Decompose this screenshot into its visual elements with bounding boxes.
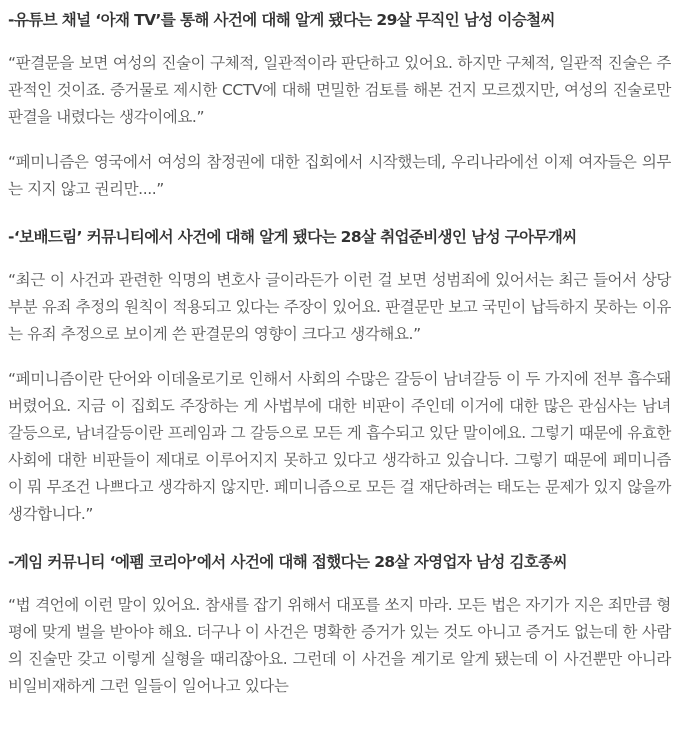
interviewee-heading: -‘보배드림’ 커뮤니티에서 사건에 대해 알게 됐다는 28살 취업준비생인 남성 구아무개씨 [8,228,577,246]
interview-quote: “법 격언에 이런 말이 있어요. 참새를 잡기 위해서 대포를 쏘지 마라. 모든 법은 자기가 지은 죄만큼 형평에 맞게 벌을 받아야 해요. 더구나 이 사건은 명확한 증거가 있는 것도 아니고 증거도 없는데 한 사람의 진술만 갖고 이렇게 실형을 때리잖아요. 그런데 이 사건을 계기로 알게 됐는데 이 사건뿐만 아니라 비일비재하게 그런 일들이 일어나고 있다는 [8,596,671,695]
interviewee-heading: -유튜브 채널 ‘아재 TV’를 통해 사건에 대해 알게 됐다는 29살 무직인 남성 이승철씨 [8,11,555,29]
interview-quote: “페미니즘은 영국에서 여성의 참정권에 대한 집회에서 시작했는데, 우리나라에선 이제 여자들은 의무는 지지 않고 권리만....” [8,153,671,198]
interview-quote: “최근 이 사건과 관련한 익명의 변호사 글이라든가 이런 걸 보면 성범죄에 있어서는 최근 들어서 상당 부분 유죄 추정의 원칙이 적용되고 있다는 주장이 있어요. 판결문만 보고 국민이 납득하지 못하는 이유는 유죄 추정으로 보이게 쓴 판결문의 영향이 크다고 생각해요.” [8,271,671,343]
interviewee-heading: -게임 커뮤니티 ‘에펨 코리아’에서 사건에 대해 접했다는 28살 자영업자 남성 김호종씨 [8,553,568,571]
interview-quote: “페미니즘이란 단어와 이데올로기로 인해서 사회의 수많은 갈등이 남녀갈등 이 두 가지에 전부 흡수돼 버렸어요. 지금 이 집회도 주장하는 게 사법부에 대한 비판이 주인데 이거에 대한 많은 관심사는 남녀갈등으로, 남녀갈등이란 프레임과 그 갈등으로 모든 게 흡수되고 있단 말이에요. 그렇기 때문에 유효한 사회에 대한 비판들이 제대로 이루어지지 못하고 있다고 생각하고 있습니다. 그렇기 때문에 페미니즘이 뭐 무조건 나쁘다고 생각하지 않지만. 페미니즘으로 모든 걸 재단하려는 태도는 문제가 있지 않을까 생각합니다.” [8,370,671,523]
interview-quote: “판결문을 보면 여성의 진술이 구체적, 일관적이라 판단하고 있어요. 하지만 구체적, 일관적 진술은 주관적인 것이죠. 증거물로 제시한 CCTV에 대해 면밀한 검토를 해본 건지 모르겠지만, 여성의 진술로만 판결을 내렸다는 생각이에요.” [8,54,671,126]
